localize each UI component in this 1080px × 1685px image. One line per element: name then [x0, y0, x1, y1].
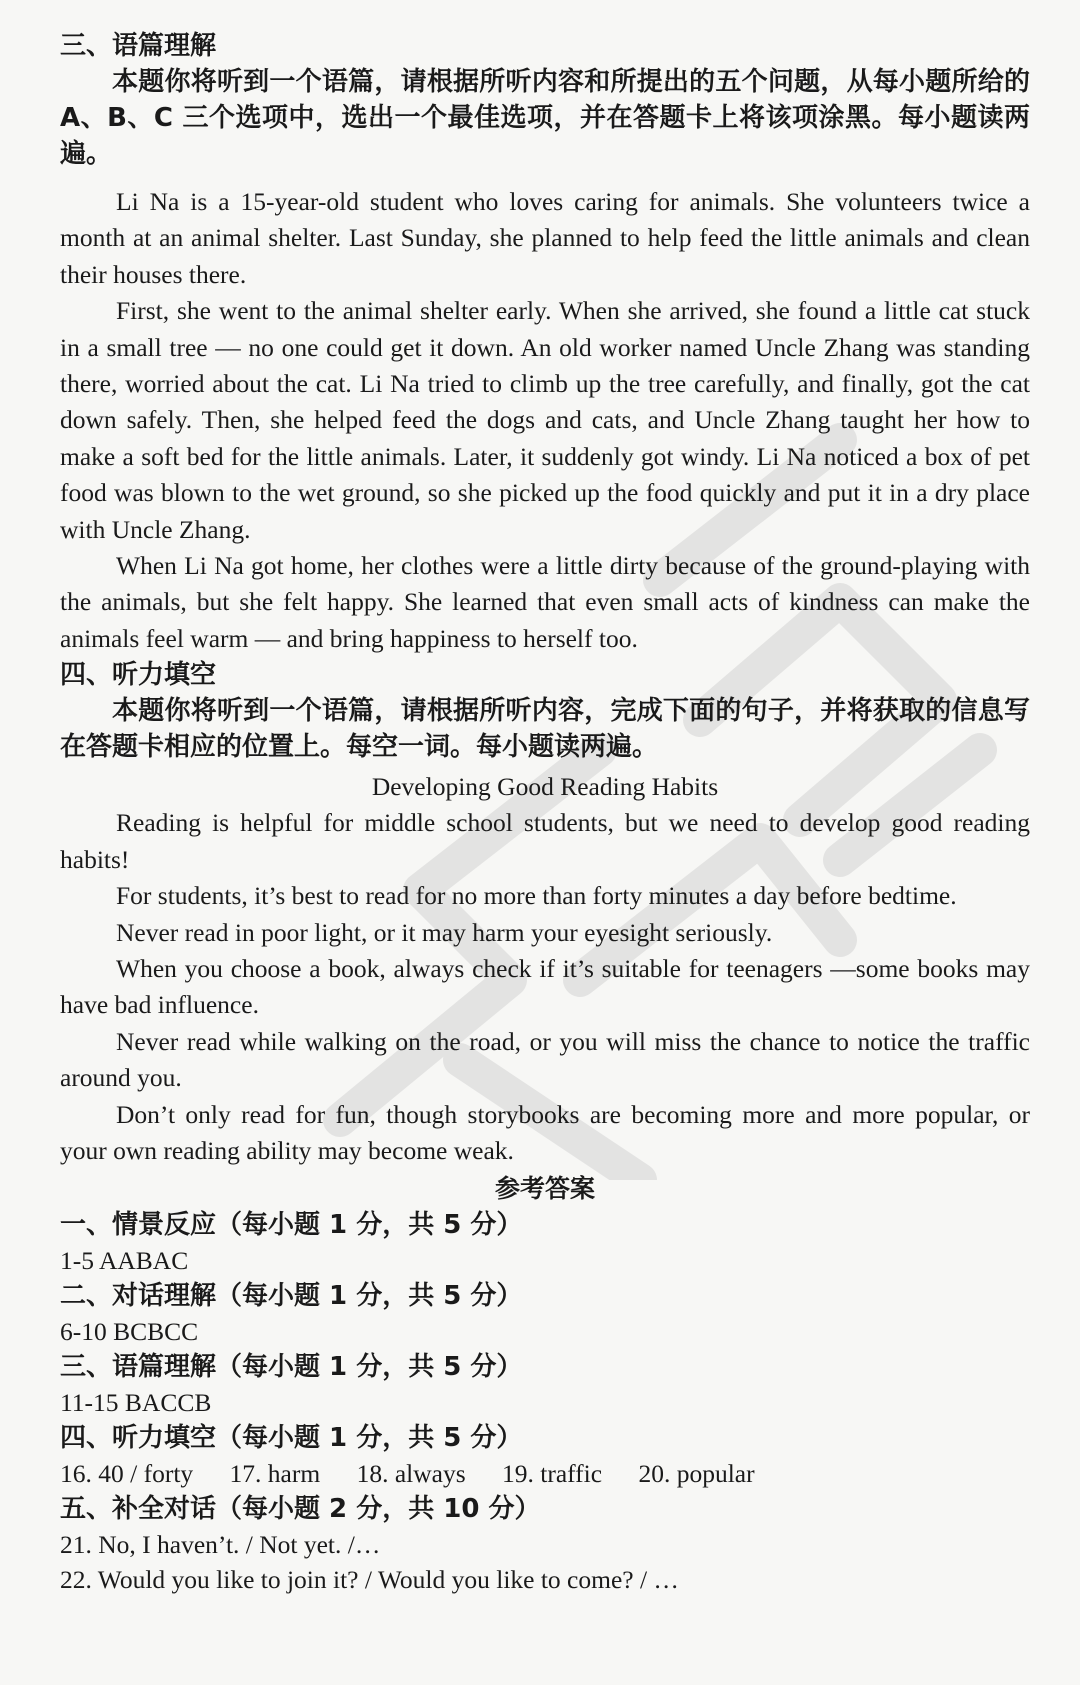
answers-part1: 1-5 AABAC [60, 1246, 189, 1276]
section3-heading: 三、语篇理解 [60, 31, 217, 61]
answers-part2-heading: 二、对话理解（每小题 1 分，共 5 分） [60, 1281, 523, 1312]
answers-part5-heading: 五、补全对话（每小题 2 分，共 10 分） [60, 1494, 541, 1525]
answer-item: 17. harm [229, 1459, 321, 1489]
section4-heading: 四、听力填空 [60, 660, 217, 691]
answer-item: 20. popular [638, 1459, 755, 1489]
answers-title: 参考答案 [494, 1174, 595, 1204]
section4-paragraph: Don’t only read for fun, though storybooks are becoming more and more popular, or your own reading ability may become weak. [60, 1099, 1030, 1165]
answers-part4 [60, 1456, 1030, 1491]
section4-paragraph: Reading is helpful for middle school students, but we need to develop good reading habits! [60, 808, 1030, 874]
section4-paragraph: Never read while walking on the road, or you will miss the chance to notice the traffic around you. [60, 1026, 1030, 1093]
section3-instruction: 本题你将听到一个语篇，请根据所听内容和所提出的五个问题，从每小题所给的 A、B、C 三个选项中，选出一个最佳选项，并在答题卡上将该项涂黑。每小题读两遍。 [60, 67, 1030, 169]
answer-item: 19. traffic [502, 1459, 603, 1489]
section3-paragraph: First, she went to the animal shelter early. When she arrived, she found a little cat stuck in a small tree — no one could get it down. An old worker named Uncle Zhang was standing there, worried about the cat. Li Na tried to climb up the tree carefully, and finally, got the cat down safely. Then, she helped feed the dogs and cats, and Uncle Zhang taught her how to make a soft bed for the little animals. Later, it suddenly got windy. Li Na noticed a box of pet food was blown to the wet ground, so she picked up the food quickly and put it in a dry place with Uncle Zhang. [60, 296, 1030, 544]
document-page [60, 28, 1030, 1597]
answer-item: 21. No, I haven’t. / Not yet. /… [60, 1530, 381, 1560]
section4-paragraph: When you choose a book, always check if it’s suitable for teenagers —some books may have bad influence. [60, 953, 1030, 1020]
section3-paragraph: Li Na is a 15-year-old student who loves caring for animals. She volunteers twice a month at an animal shelter. Last Sunday, she planned to help feed the little animals and clean their houses there. [60, 187, 1030, 289]
section4-instruction: 本题你将听到一个语篇，请根据所听内容，完成下面的句子，并将获取的信息写在答题卡相应的位置上。每空一词。每小题读两遍。 [60, 696, 1030, 763]
answers-part4-heading: 四、听力填空（每小题 1 分，共 5 分） [60, 1423, 523, 1454]
section3-paragraph: When Li Na got home, her clothes were a little dirty because of the ground-playing with the animals, but she felt happy. She learned that even small acts of kindness can make the animals feel warm — and bring happiness to herself too. [60, 551, 1030, 653]
passage-title: Developing Good Reading Habits [371, 772, 719, 802]
section4-paragraph: For students, it’s best to read for no more than forty minutes a day before bedtime. [116, 881, 957, 911]
section4-paragraph: Never read in poor light, or it may harm your eyesight seriously. [116, 917, 773, 947]
answers-part1-heading: 一、情景反应（每小题 1 分，共 5 分） [60, 1210, 523, 1241]
answers-part3-heading: 三、语篇理解（每小题 1 分，共 5 分） [60, 1352, 523, 1383]
answer-item: 22. Would you like to join it? / Would you like to come? / … [60, 1565, 679, 1595]
answer-item: 18. always [356, 1459, 466, 1489]
answers-part2: 6-10 BCBCC [60, 1317, 199, 1347]
answers-part3: 11-15 BACCB [60, 1388, 212, 1418]
answer-item: 16. 40 / forty [60, 1459, 194, 1489]
